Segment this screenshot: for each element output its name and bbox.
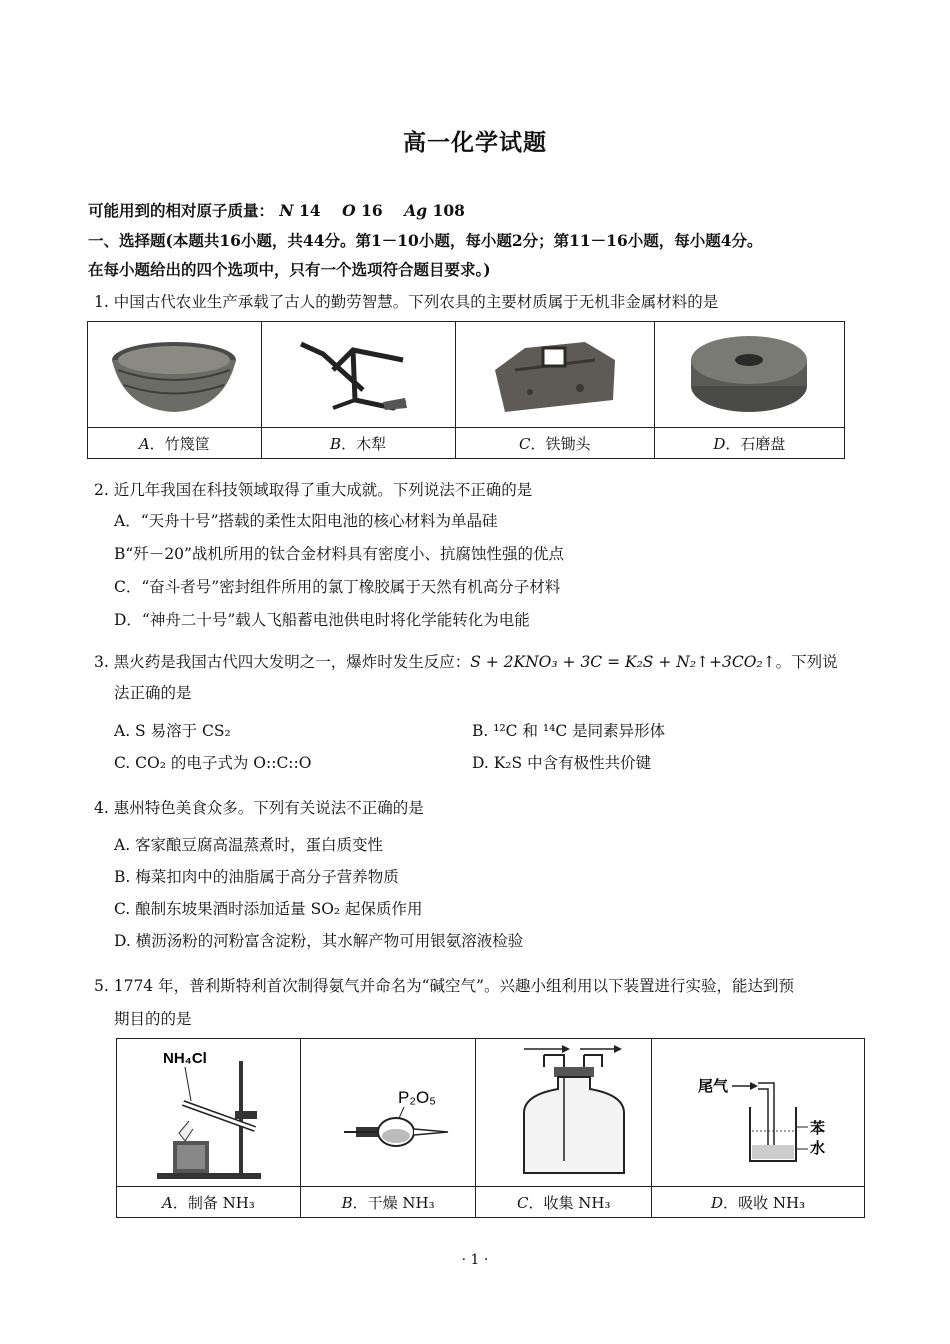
q2-option-a: A．“天舟十号”搭载的柔性太阳电池的核心材料为单晶硅	[114, 512, 498, 530]
atomic-value-ag: 108	[432, 201, 465, 220]
q5-options-table	[116, 1038, 865, 1218]
nh3-absorption-beaker-icon	[658, 1041, 858, 1185]
q1-option-c-image	[455, 322, 654, 428]
q5-option-d-caption: D．吸收 NH₃	[652, 1187, 865, 1218]
q4-stem: 4. 惠州特色美食众多。下列有关说法不正确的是	[94, 799, 424, 817]
q3-stem-text: 3. 黑火药是我国古代四大发明之一，爆炸时发生反应：	[94, 653, 471, 671]
q1-option-c-caption: C．铁锄头	[455, 428, 654, 459]
q3-option-c: C. CO₂ 的电子式为 O::C::O	[114, 754, 312, 772]
atomic-symbol-o: O	[342, 201, 356, 220]
iron-hoe-icon	[485, 330, 625, 420]
q5-option-c-caption: C．收集 NH₃	[476, 1187, 652, 1218]
q1-options-table	[87, 321, 845, 459]
q2-stem: 2. 近几年我国在科技领域取得了重大成就。下列说法不正确的是	[94, 481, 533, 499]
tail-gas-label: 尾气	[698, 1077, 729, 1095]
q3-option-a: A. S 易溶于 CS₂	[114, 722, 231, 740]
q2-option-b: B“歼－20”战机所用的钛合金材料具有密度小、抗腐蚀性强的优点	[114, 545, 564, 563]
q5-option-b-caption: B．干燥 NH₃	[300, 1187, 476, 1218]
q3-stem-line2: 法正确的是	[114, 684, 192, 702]
q3-equation: S + 2KNO₃ + 3C = K₂S + N₂↑+3CO₂↑	[470, 653, 776, 671]
q1-stem: 1. 中国古代农业生产承载了古人的勤劳智慧。下列农具的主要材质属于无机非金属材料的是	[94, 293, 719, 311]
atomic-symbol-ag: Ag	[404, 201, 428, 220]
q1-option-b-caption: B．木犁	[261, 428, 455, 459]
q5-stem-line1: 5. 1774 年，普利斯特利首次制得氨气并命名为“碱空气”。兴趣小组利用以下装置进行实验，能达到预	[94, 977, 794, 995]
q1-option-a-image	[88, 322, 262, 428]
gas-collection-bottle-icon	[484, 1041, 644, 1185]
q2-option-c: C．“奋斗者号”密封组件所用的氯丁橡胶属于天然有机高分子材料	[114, 578, 561, 596]
q5-option-a-caption: A．制备 NH₃	[117, 1187, 301, 1218]
atomic-symbol-n: N	[279, 201, 294, 220]
atomic-mass-line	[88, 200, 465, 222]
page-title: 高一化学试题	[403, 129, 547, 156]
page-number: · 1 ·	[461, 1252, 489, 1268]
bamboo-basket-icon	[104, 330, 244, 420]
nh3-preparation-apparatus-icon	[123, 1041, 293, 1185]
p2o5-drying-tube-icon	[308, 1041, 468, 1185]
atomic-value-n: 14	[299, 201, 321, 220]
q1-option-d-caption: D．石磨盘	[654, 428, 844, 459]
q4-option-c: C. 酿制东坡果酒时添加适量 SO₂ 起保质作用	[114, 900, 423, 918]
q1-option-b-image	[261, 322, 455, 428]
p2o5-label: P₂O₅	[398, 1087, 437, 1107]
section-heading-line2: 在每小题给出的四个选项中，只有一个选项符合题目要求。)	[88, 260, 491, 279]
millstone-icon	[684, 330, 814, 420]
atomic-mass-label: 可能用到的相对原子质量：	[88, 201, 275, 220]
q3-stem-tail: 。下列说	[775, 653, 838, 671]
q5-option-a-image	[117, 1039, 301, 1187]
atomic-value-o: 16	[361, 201, 383, 220]
q3-stem	[94, 651, 838, 673]
q5-option-b-image	[300, 1039, 476, 1187]
q1-option-a-caption: A．竹篾筐	[88, 428, 262, 459]
wooden-plough-icon	[293, 330, 423, 420]
q5-option-d-image	[652, 1039, 865, 1187]
q4-option-d: D. 横沥汤粉的河粉富含淀粉，其水解产物可用银氨溶液检验	[114, 932, 524, 950]
benzene-label: 苯	[810, 1119, 826, 1137]
q3-option-d: D. K₂S 中含有极性共价键	[472, 754, 652, 772]
q4-option-b: B. 梅菜扣肉中的油脂属于高分子营养物质	[114, 868, 399, 886]
q1-option-d-image	[654, 322, 844, 428]
nh4cl-label: NH₄Cl	[163, 1049, 208, 1067]
water-label: 水	[810, 1139, 826, 1157]
q2-option-d: D．“神舟二十号”载人飞船蓄电池供电时将化学能转化为电能	[114, 611, 530, 629]
q5-stem-line2: 期目的的是	[114, 1010, 192, 1028]
section-heading-line1: 一、选择题(本题共16小题，共44分。第1－10小题，每小题2分；第11－16小题，每小题4分。	[88, 231, 763, 250]
q5-option-c-image	[476, 1039, 652, 1187]
q3-option-b: B. ¹²C 和 ¹⁴C 是同素异形体	[472, 722, 666, 740]
q4-option-a: A. 客家酿豆腐高温蒸煮时，蛋白质变性	[114, 836, 384, 854]
